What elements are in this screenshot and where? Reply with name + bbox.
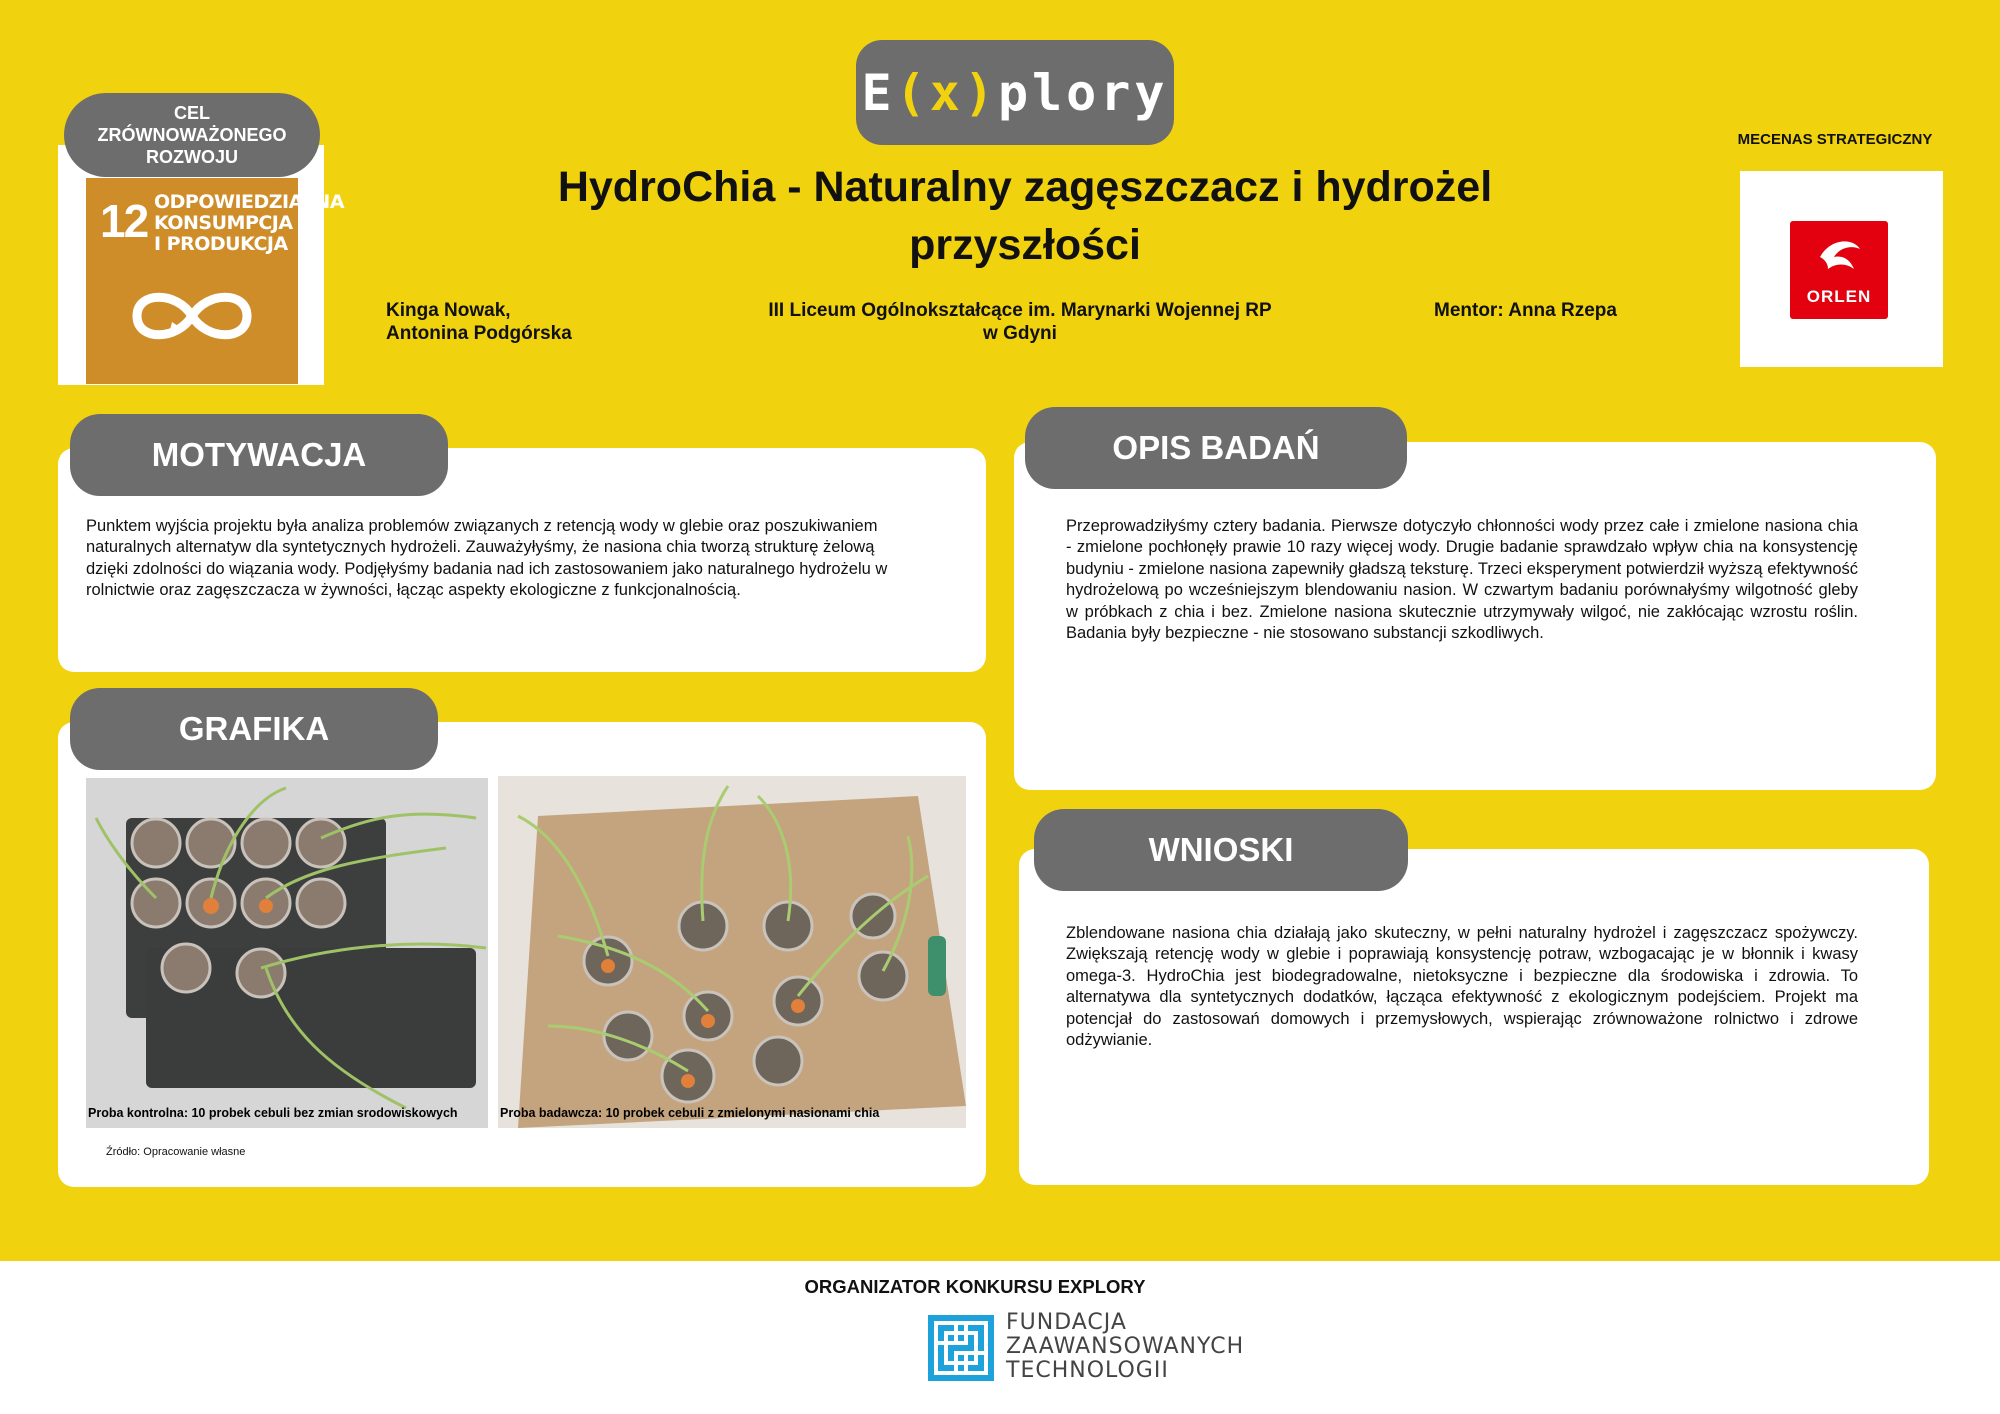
- author-name: Kinga Nowak,: [386, 300, 511, 321]
- orlen-logo: [1790, 221, 1888, 319]
- orlen-wordmark: ORLEN: [1806, 287, 1872, 306]
- school-line: III Liceum Ogólnokształcące im. Marynarki Wojennej RP: [768, 300, 1272, 321]
- sdg-pill-line: ZRÓWNOWAŻONEGO: [97, 125, 287, 145]
- logo-x: x: [929, 63, 964, 122]
- logo-close-paren: ): [963, 63, 998, 122]
- control-sample-photo: [86, 778, 488, 1128]
- fzt-logo-mark-icon: [928, 1315, 994, 1381]
- title-line: przyszłości: [909, 221, 1141, 269]
- org-name-line: TECHNOLOGII: [1006, 1358, 1169, 1383]
- sdg-label-pill: [64, 93, 320, 177]
- onion-jars-picture: [86, 778, 488, 1128]
- org-name-line: ZAAWANSOWANYCH: [1006, 1334, 1245, 1359]
- school-line: w Gdyni: [983, 323, 1057, 344]
- graphics-heading: GRAFIKA: [70, 688, 438, 770]
- control-sample-caption: Proba kontrolna: 10 probek cebuli bez zmian srodowiskowych: [88, 1106, 458, 1120]
- mentor: Mentor: Anna Rzepa: [1434, 300, 1617, 321]
- fzt-name: [1006, 1311, 1244, 1383]
- author-name: Antonina Podgórska: [386, 323, 572, 344]
- sdg-pill-line: ROZWOJU: [145, 147, 238, 167]
- footer: [0, 1261, 2000, 1414]
- sdg-title-line: I PRODUKCJA: [154, 233, 288, 255]
- sdg-title-line: ODPOWIEDZIALNA: [154, 191, 345, 213]
- conclusions-heading: WNIOSKI: [1034, 809, 1408, 891]
- research-heading: OPIS BADAŃ: [1025, 407, 1407, 489]
- motivation-text: Punktem wyjścia projektu była analiza problemów związanych z retencją wody w glebie oraz poszukiwaniem naturalnych alternatyw dla syntetycznych hydrożeli. Zauważyłyśmy, że nasiona chia tworzą strukturę żelową dzięki zdolności do wiązania wody. Podjęłyśmy badania nad ich zastosowaniem jako naturalnego hydrożelu w rolnictwie oraz zagęszczacza w żywności, łącząc aspekty ekologiczne z funkcjonalnością.: [86, 517, 888, 600]
- explory-logo: [856, 40, 1174, 145]
- research-sample-photo: [498, 776, 966, 1128]
- onion-chia-jars-picture: [498, 776, 966, 1128]
- organizer-label: ORGANIZATOR KONKURSU EXPLORY: [804, 1276, 1146, 1297]
- infinity-loop-icon: [122, 276, 262, 356]
- eagle-icon: [1816, 235, 1864, 283]
- sdg-number: 12: [100, 195, 148, 247]
- logo-suffix: plory: [997, 63, 1169, 122]
- image-source-note: Źródło: Opracowanie własne: [106, 1146, 246, 1158]
- school-name: [700, 299, 1340, 345]
- poster-title: [460, 158, 1590, 274]
- research-sample-caption: Proba badawcza: 10 probek cebuli z zmielonymi nasionami chia: [500, 1106, 880, 1120]
- sdg-goal-title: [154, 191, 345, 255]
- sdg-pill-line: CEL: [173, 103, 210, 123]
- sdg-goal-tile: [86, 178, 345, 384]
- research-text: Przeprowadziłyśmy cztery badania. Pierwsze dotyczyło chłonności wody przez całe i zmielone nasiona chia - zmielone pochłonęły prawie 10 razy więcej wody. Drugie badanie sprawdzało wpływ chia na konsystencję budyniu - zmielone nasiona zapewniły gładszą teksturę. Trzeci eksperyment potwierdził wyższą efektywność hydrożelową po wcześniejszym blendowaniu nasion. W czwartym badaniu porównałyśmy wilgotność gleby w próbkach z chia i bez. Zmielone nasiona skutecznie utrzymywały wilgoć, nie zakłócając wzrostu roślin. Badania były bezpieczne - nie stosowano substancji szkodliwych.: [1066, 517, 1858, 643]
- authors: [386, 299, 572, 345]
- sponsor-label: MECENAS STRATEGICZNY: [1737, 131, 1933, 148]
- org-name-line: FUNDACJA: [1006, 1310, 1127, 1335]
- motivation-heading: MOTYWACJA: [70, 414, 448, 496]
- title-line: HydroChia - Naturalny zagęszczacz i hydrożel: [557, 163, 1493, 211]
- logo-open-paren: (: [895, 63, 930, 122]
- logo-prefix: E: [861, 63, 896, 122]
- sdg-title-line: KONSUMPCJA: [154, 212, 293, 234]
- conclusions-text: Zblendowane nasiona chia działają jako skuteczny, w pełni naturalny hydrożel i zagęszczacz spożywczy. Zwiększają retencję wody w glebie i poprawiają konsystencję potraw, wzbogacając je w błonnik i kwasy omega-3. HydroChia jest biodegradowalne, nietoksyczne i bezpieczne dla środowiska i zdrowia. To alternatywa dla syntetycznych dodatków, łącząca efektywność z ekologicznym podejściem. Projekt ma potencjał do zastosowań domowych i przemysłowych, wspierając zrównoważone rolnictwo i zdrowe odżywianie.: [1066, 924, 1858, 1050]
- sponsor-card: [1740, 171, 1943, 367]
